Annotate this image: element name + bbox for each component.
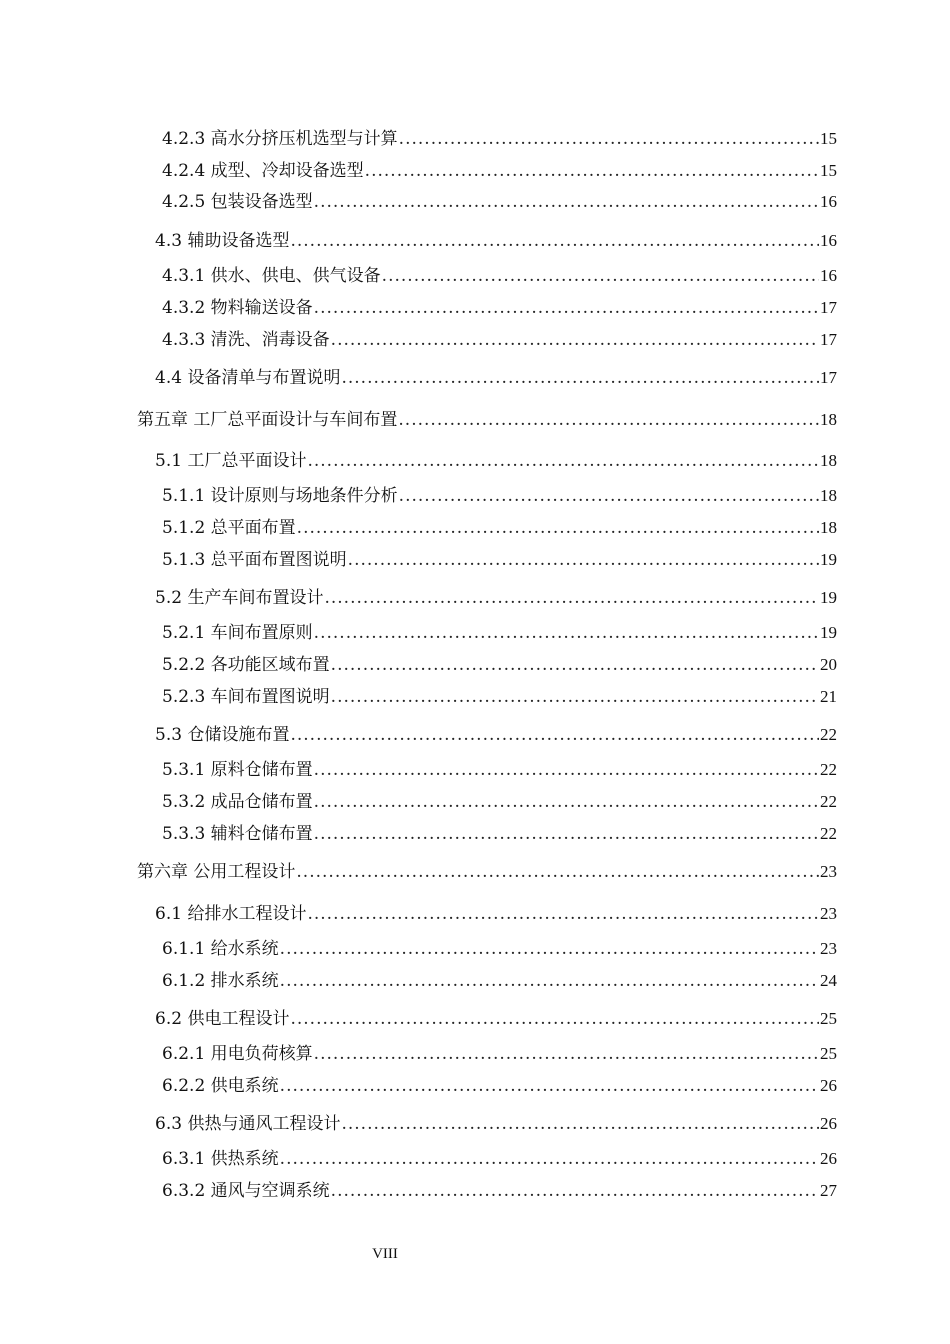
toc-entry[interactable] [155, 228, 837, 254]
toc-entry[interactable] [155, 1111, 837, 1137]
toc-entry-page: 22 [820, 792, 837, 811]
dot-leader [280, 968, 819, 994]
toc-entry-label: 5.1.3 总平面布置图说明 [162, 550, 347, 570]
dot-leader [280, 1073, 819, 1099]
toc-entry-page: 15 [820, 161, 837, 180]
toc-entry-page: 19 [820, 588, 837, 607]
toc-entry-page: 26 [820, 1076, 837, 1095]
dot-leader [297, 515, 819, 541]
toc-entry[interactable] [162, 684, 837, 710]
dot-leader [314, 789, 819, 815]
toc-entry[interactable] [162, 547, 837, 573]
toc-entry-page: 22 [820, 725, 837, 744]
toc-entry-page: 25 [820, 1009, 837, 1028]
page-number: VIII [372, 1246, 398, 1262]
toc-entry-label: 6.2.1 用电负荷核算 [162, 1044, 313, 1064]
dot-leader [314, 1041, 819, 1067]
dot-leader [348, 547, 819, 573]
toc-entry-page: 17 [820, 298, 837, 317]
toc-entry-page: 18 [820, 451, 837, 470]
toc-entry-label: 4.2.5 包装设备选型 [162, 192, 313, 212]
toc-entry-label: 5.1.2 总平面布置 [162, 518, 296, 538]
toc-entry[interactable] [162, 515, 837, 541]
toc-entry-label: 4.2.4 成型、冷却设备选型 [162, 161, 364, 181]
toc-entry[interactable] [162, 620, 837, 646]
toc-entry-page: 18 [820, 410, 837, 429]
toc-entry-page: 24 [820, 971, 837, 990]
dot-leader [290, 228, 819, 254]
dot-leader [331, 327, 819, 353]
toc-entry-label: 6.1.2 排水系统 [162, 971, 279, 991]
toc-entry[interactable] [155, 585, 837, 611]
toc-entry[interactable] [162, 1178, 837, 1204]
toc-entry-label: 5.1.1 设计原则与场地条件分析 [162, 486, 398, 506]
dot-leader [280, 1146, 819, 1172]
toc-entry[interactable] [162, 936, 837, 962]
toc-entry[interactable] [155, 448, 837, 474]
toc-entry-page: 20 [820, 655, 837, 674]
toc-entry-label: 6.3.1 供热系统 [162, 1149, 279, 1169]
dot-leader [280, 936, 819, 962]
toc-entry-label: 4.4 设备清单与布置说明 [155, 368, 341, 388]
dot-leader [307, 448, 819, 474]
toc-entry[interactable] [155, 1006, 837, 1032]
toc-entry-page: 19 [820, 623, 837, 642]
toc-entry-label: 5.3.2 成品仓储布置 [162, 792, 313, 812]
toc-entry[interactable] [162, 483, 837, 509]
toc-entry-label: 4.3.2 物料输送设备 [162, 298, 313, 318]
toc-entry[interactable] [162, 126, 837, 152]
toc-entry-page: 22 [820, 760, 837, 779]
dot-leader [296, 859, 819, 885]
toc-entry-page: 19 [820, 550, 837, 569]
toc-entry-page: 23 [820, 904, 837, 923]
toc-entry-label: 6.2.2 供电系统 [162, 1076, 279, 1096]
dot-leader [331, 652, 819, 678]
dot-leader [314, 821, 819, 847]
toc-entry-page: 21 [820, 687, 837, 706]
toc-entry[interactable] [162, 158, 837, 184]
toc-entry[interactable] [162, 968, 837, 994]
toc-entry[interactable] [162, 1041, 837, 1067]
dot-leader [331, 1178, 819, 1204]
toc-entry-page: 23 [820, 939, 837, 958]
toc-entry-page: 27 [820, 1181, 837, 1200]
toc-entry-page: 22 [820, 824, 837, 843]
dot-leader [341, 365, 819, 391]
toc-entry[interactable] [137, 407, 837, 433]
toc-entry-page: 26 [820, 1149, 837, 1168]
toc-entry[interactable] [162, 652, 837, 678]
toc-entry-page: 23 [820, 862, 837, 881]
toc-entry[interactable] [162, 327, 837, 353]
toc-entry-label: 第六章 公用工程设计 [137, 862, 296, 882]
dot-leader [399, 483, 819, 509]
dot-leader [324, 585, 819, 611]
toc-entry-label: 5.3.1 原料仓储布置 [162, 760, 313, 780]
dot-leader [307, 901, 819, 927]
toc-entry-label: 6.3.2 通风与空调系统 [162, 1181, 330, 1201]
toc-entry-label: 4.3.3 清洗、消毒设备 [162, 330, 330, 350]
dot-leader [341, 1111, 819, 1137]
toc-entry-label: 5.2 生产车间布置设计 [155, 588, 324, 608]
toc-entry-label: 4.3.1 供水、供电、供气设备 [162, 266, 381, 286]
toc-entry[interactable] [162, 295, 837, 321]
toc-entry[interactable] [155, 722, 837, 748]
toc-entry-label: 6.3 供热与通风工程设计 [155, 1114, 341, 1134]
toc-entry-page: 16 [820, 231, 837, 250]
toc-entry[interactable] [162, 789, 837, 815]
toc-entry[interactable] [162, 757, 837, 783]
toc-entry-page: 16 [820, 266, 837, 285]
dot-leader [382, 263, 819, 289]
toc-entry-label: 5.3 仓储设施布置 [155, 725, 290, 745]
toc-entry-label: 6.2 供电工程设计 [155, 1009, 290, 1029]
toc-entry[interactable] [162, 189, 837, 215]
toc-entry-label: 6.1 给排水工程设计 [155, 904, 307, 924]
toc-entry-page: 17 [820, 368, 837, 387]
dot-leader [290, 1006, 819, 1032]
toc-entry-page: 18 [820, 486, 837, 505]
toc-entry-label: 5.3.3 辅料仓储布置 [162, 824, 313, 844]
toc-entry-label: 5.2.3 车间布置图说明 [162, 687, 330, 707]
toc-entry[interactable] [137, 859, 837, 885]
dot-leader [398, 407, 819, 433]
toc-entry-label: 第五章 工厂总平面设计与车间布置 [137, 410, 398, 430]
toc-entry[interactable] [162, 263, 837, 289]
toc-entry[interactable] [162, 1073, 837, 1099]
toc-entry-label: 5.2.1 车间布置原则 [162, 623, 313, 643]
dot-leader [314, 189, 819, 215]
toc-entry[interactable] [162, 1146, 837, 1172]
toc-entry[interactable] [155, 365, 837, 391]
dot-leader [314, 295, 819, 321]
toc-entry-page: 17 [820, 330, 837, 349]
dot-leader [290, 722, 819, 748]
toc-entry-label: 6.1.1 给水系统 [162, 939, 279, 959]
toc-entry-label: 5.2.2 各功能区域布置 [162, 655, 330, 675]
dot-leader [314, 620, 819, 646]
dot-leader [331, 684, 819, 710]
dot-leader [314, 757, 819, 783]
toc-entry-page: 25 [820, 1044, 837, 1063]
dot-leader [365, 158, 819, 184]
toc-entry-page: 26 [820, 1114, 837, 1133]
toc-entry[interactable] [155, 901, 837, 927]
toc-entry-label: 4.3 辅助设备选型 [155, 231, 290, 251]
toc-entry[interactable] [162, 821, 837, 847]
toc-entry-page: 16 [820, 192, 837, 211]
dot-leader [399, 126, 819, 152]
toc-entry-label: 5.1 工厂总平面设计 [155, 451, 307, 471]
toc-entry-label: 4.2.3 高水分挤压机选型与计算 [162, 129, 398, 149]
toc-entry-page: 18 [820, 518, 837, 537]
toc-entry-page: 15 [820, 129, 837, 148]
